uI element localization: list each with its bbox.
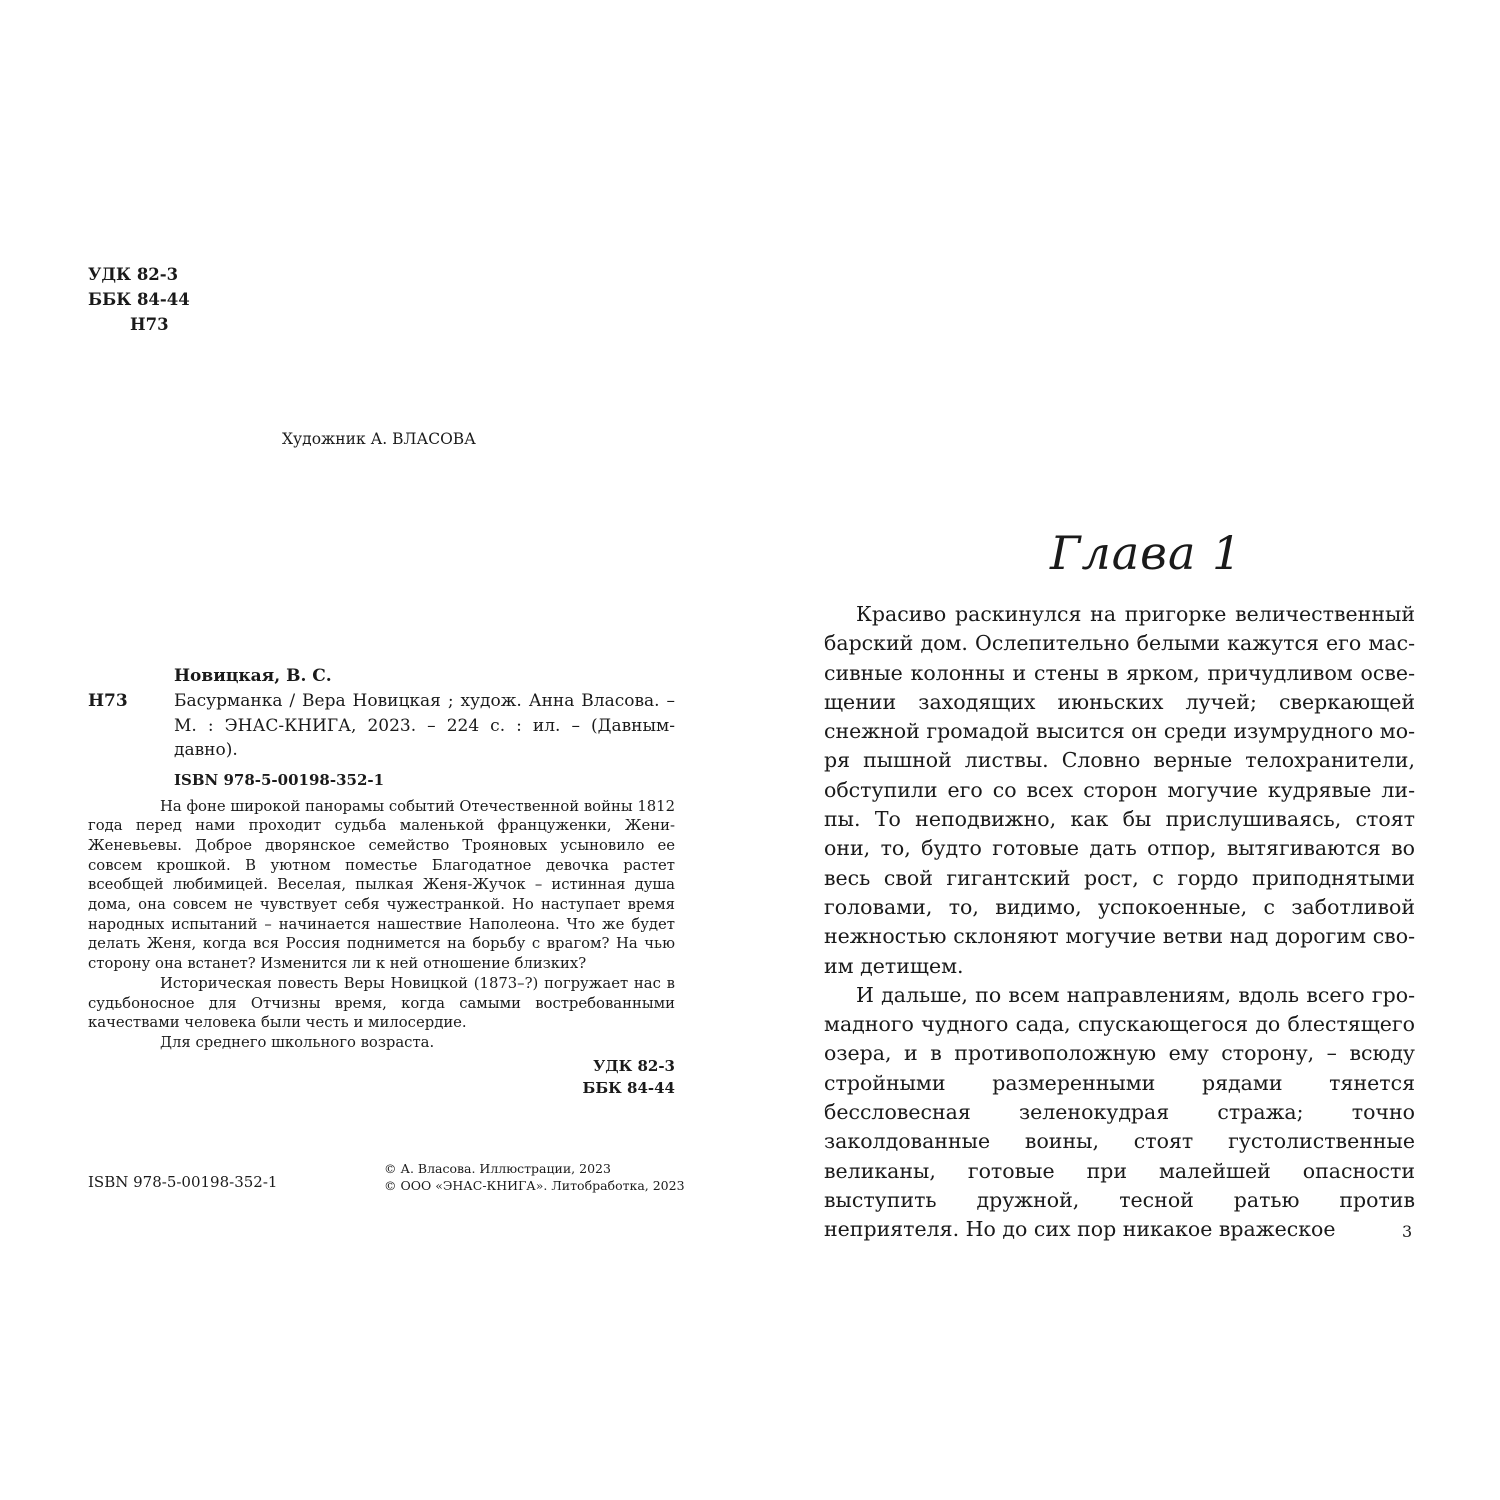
bbk-code: ББК 84-44 [582, 1078, 675, 1097]
annotation-paragraph: Для среднего школьного возраста. [160, 1033, 435, 1051]
bibliographic-entry [88, 689, 675, 763]
chapter-body [824, 600, 1415, 1245]
annotation [88, 797, 675, 1053]
copyright-line: © А. Власова. Иллюстрации, 2023 [384, 1161, 611, 1176]
bottom-classification-codes [88, 1055, 675, 1099]
udk-code: УДК 82-3 [88, 265, 179, 284]
body-paragraph: Красиво раскинулся на пригорке величественный барский дом. Ослепительно белыми кажутся его массивные колонны и стены в ярком, причудливом освещении заходящих июньских лучей; сверкающей снежной громадой высится он среди изумрудного моря пышной листвы. Словно верные телохранители, обступили его со всех сторон могучие кудрявые липы. То неподвижно, как бы прислушиваясь, стоят они, то, будто готовые дать отпор, вытягиваются во весь свой гигантский рост, с гордо приподнятыми головами, то, видимо, успокоенные, с заботливой нежностью склоняют могучие ветви над дорогим своим детищем. [824, 602, 1415, 978]
annotation-paragraph: Историческая повесть Веры Новицкой (1873–?) погружает нас в судьбоносное для Отчизны время, когда самыми востребованными качествами человека были честь и милосердие. [88, 974, 675, 1032]
bibliographic-record [88, 663, 675, 1099]
copyright-block [384, 1160, 685, 1194]
artist-credit: Художник А. ВЛАСОВА [282, 430, 476, 448]
bbk-code: ББК 84-44 [88, 290, 190, 309]
chapter-title: Глава 1 [1050, 526, 1243, 580]
entry-code: Н73 [88, 691, 128, 711]
isbn-line: ISBN 978-5-00198-352-1 [174, 770, 385, 789]
copyright-line: © ООО «ЭНАС-КНИГА». Литобработка, 2023 [384, 1178, 685, 1193]
bottom-isbn: ISBN 978-5-00198-352-1 [88, 1173, 278, 1191]
annotation-paragraph: На фоне широкой панорамы событий Отечественной войны 1812 года перед нами проходит судьба маленькой француженки, Жени-Женевьевы. Доброе дворянское семейство Трояновых усыновило ее совсем крошкой. В уютном поместье Благодатное девочка растет всеобщей любимицей. Веселая, пылкая Женя-Жучок – истинная душа дома, она совсем не чувствует себя чужестранкой. Но наступает время народных испытаний – начинается нашествие Наполеона. Что же будет делать Женя, когда вся Россия поднимется на борьбу с врагом? На чью сторону она встанет? Изменится ли к ней отношение близких? [88, 797, 675, 973]
body-paragraph: И дальше, по всем направлениям, вдоль всего громадного чудного сада, спускающегося до блестящего озера, и в противоположную ему сторону, – всюду стройными размеренными рядами тянется бессловесная зеленокудрая стража; точно заколдованные воины, стоят густолиственные великаны, готовые при малейшей опасности выступить дружной, тесной ратью против неприятеля. Но до сих пор никакое вражеское [824, 982, 1415, 1242]
author-heading: Новицкая, В. С. [174, 666, 332, 686]
right-page [750, 0, 1500, 1500]
entry-text: Басурманка / Вера Новицкая ; худож. Анна Власова. – М. : ЭНАС-КНИГА, 2023. – 224 с. : ил. – (Давным-давно). [174, 691, 675, 760]
author-sign: Н73 [130, 315, 169, 334]
classification-codes [88, 262, 190, 337]
page-number: 3 [1402, 1222, 1413, 1241]
udk-code: УДК 82-3 [593, 1056, 675, 1075]
